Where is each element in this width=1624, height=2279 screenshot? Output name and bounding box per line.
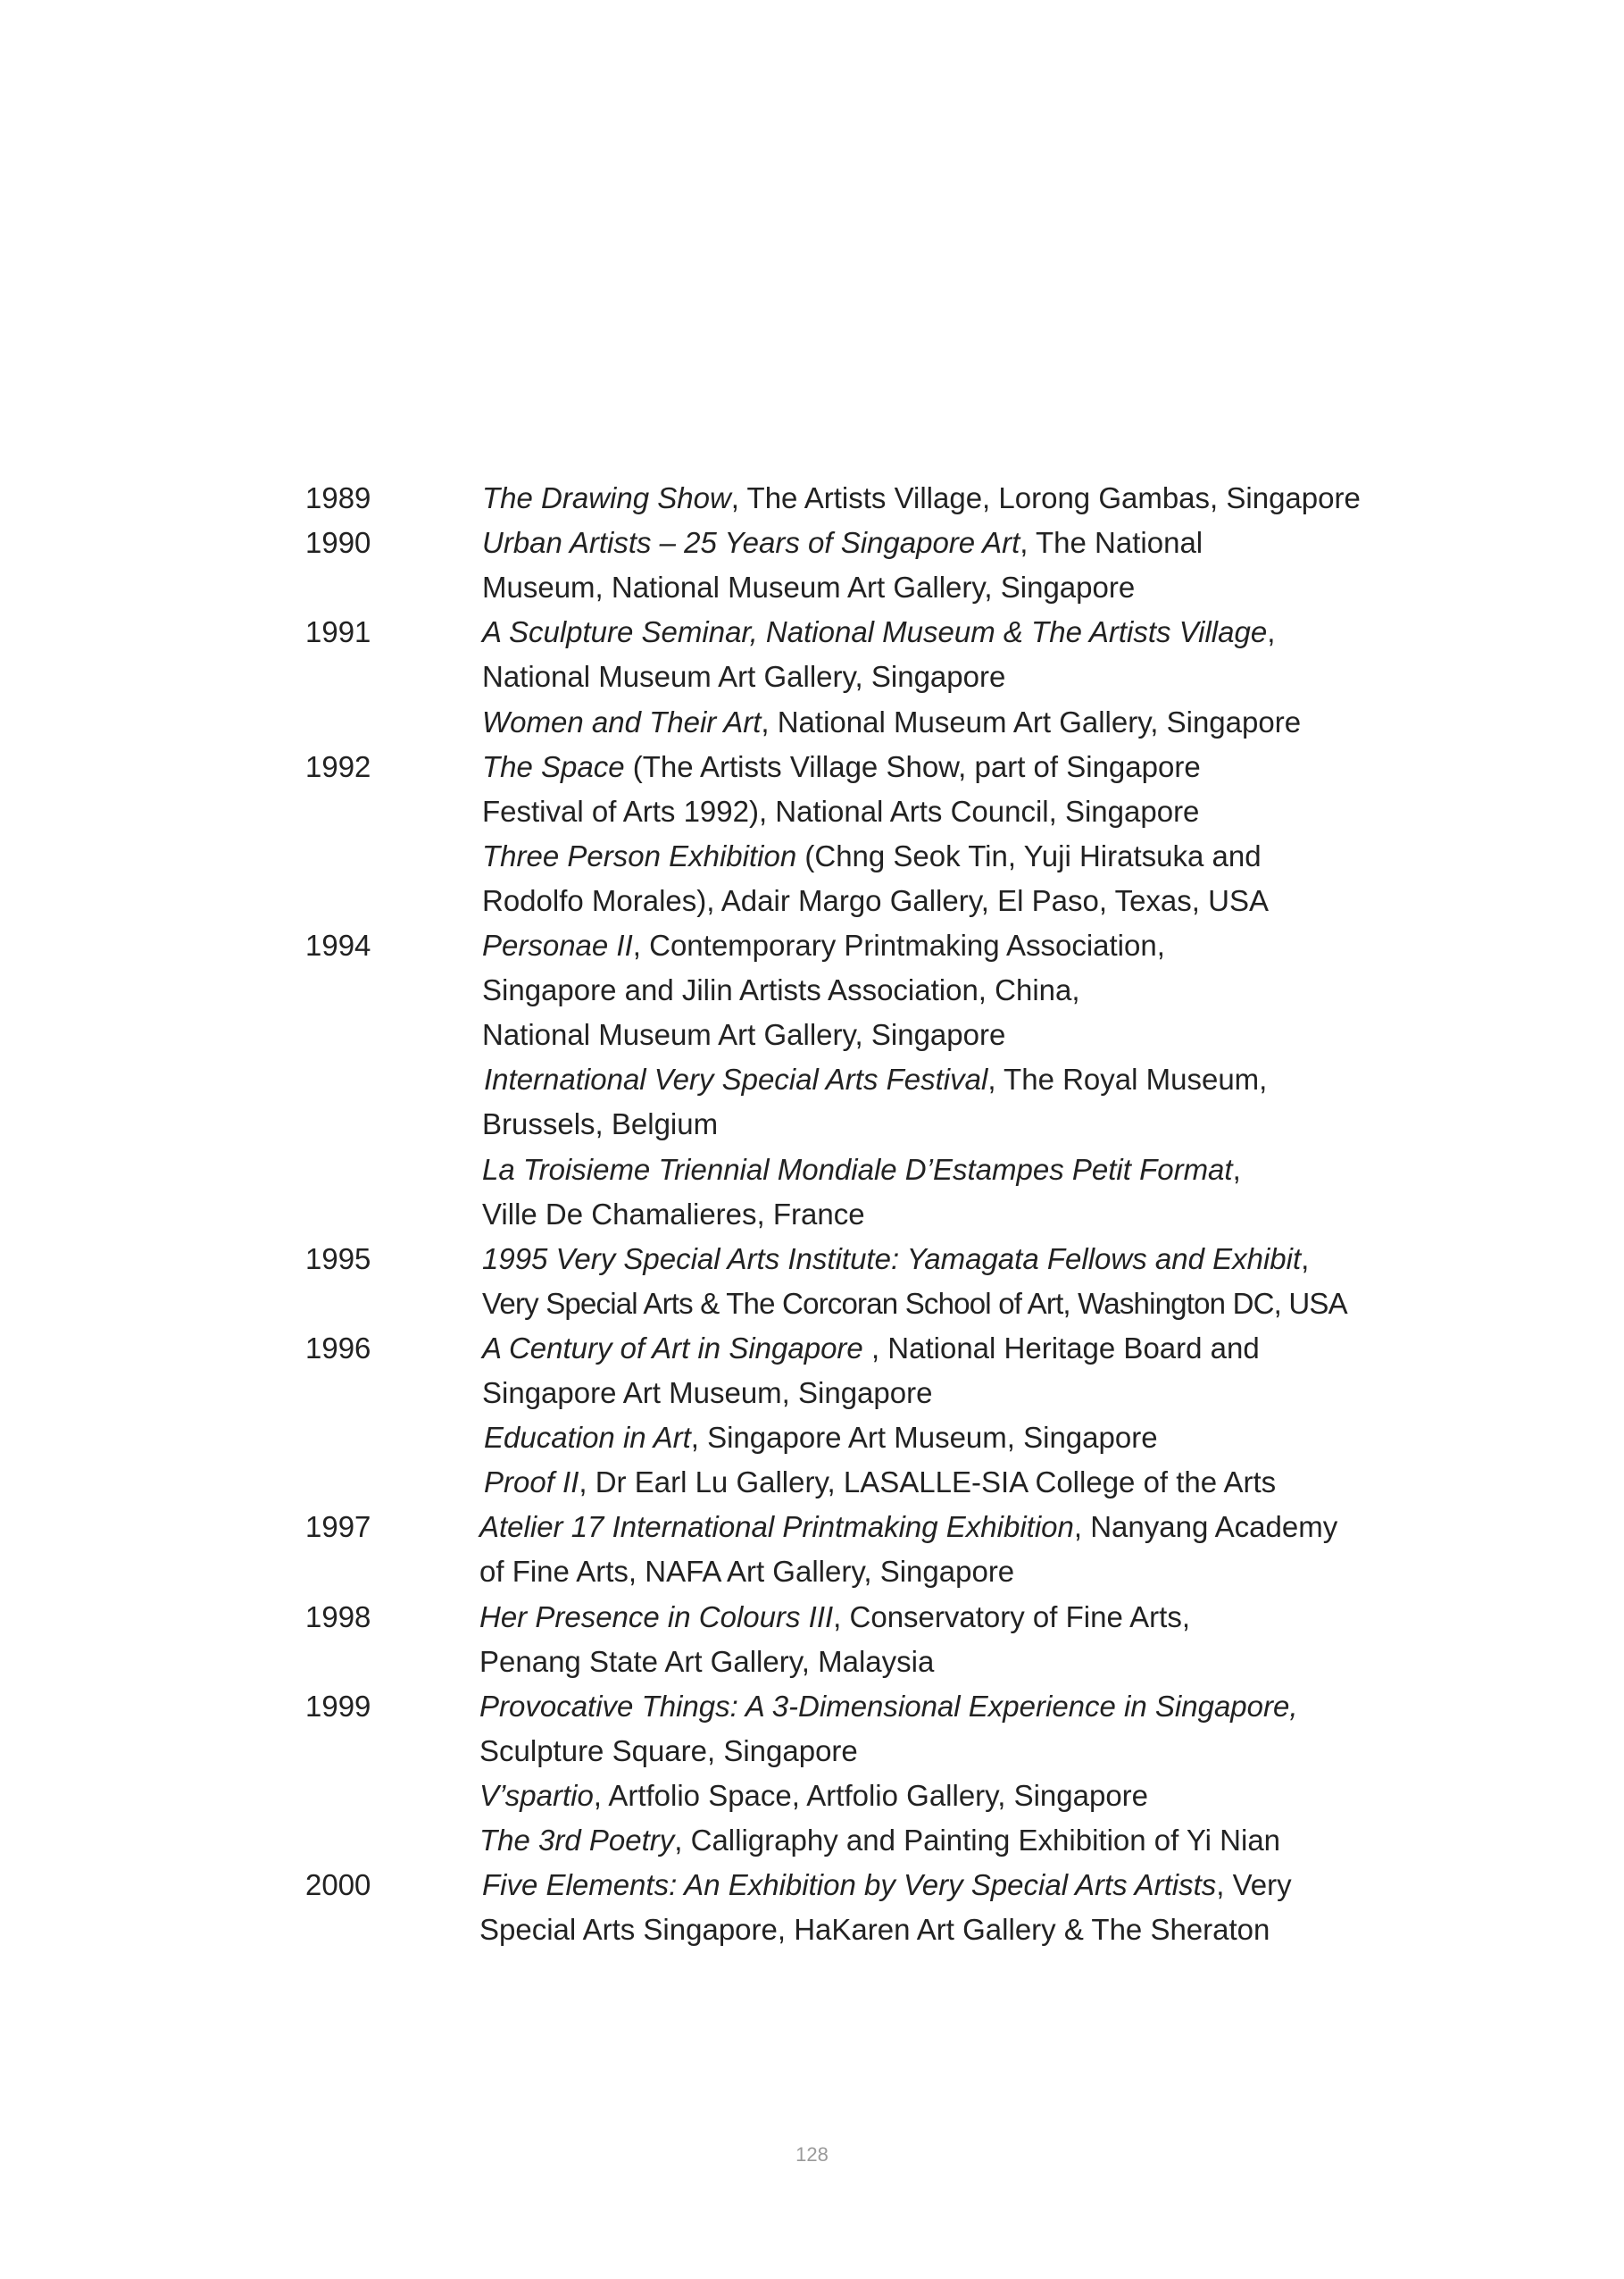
entry-line (0, 1460, 1624, 1505)
entry-line (0, 521, 1624, 565)
entry-line (0, 1326, 1624, 1371)
entry-text (482, 1326, 1260, 1371)
entry-line (0, 655, 1624, 699)
exhibition-details: Museum, National Museum Art Gallery, Singapore (482, 571, 1136, 605)
entry-line (0, 1640, 1624, 1684)
entry-year: 1992 (305, 749, 371, 783)
exhibition-details: (Chng Seok Tin, Yuji Hiratsuka and (796, 839, 1262, 872)
entry-text (482, 700, 1301, 745)
entry-line (0, 1818, 1624, 1863)
entry-line (0, 745, 1624, 789)
entry-text (482, 968, 1080, 1013)
exhibition-details: , (1232, 1152, 1241, 1186)
exhibition-details: Sculpture Square, Singapore (479, 1733, 858, 1767)
entry-line (0, 1505, 1624, 1549)
entry-line (0, 789, 1624, 834)
entry-text (482, 1371, 932, 1415)
entry-year: 1995 (305, 1241, 371, 1275)
exhibition-details: Penang State Art Gallery, Malaysia (479, 1644, 935, 1678)
entry-line (0, 1102, 1624, 1147)
entry-text (479, 1908, 1270, 1952)
exhibition-details: , National Heritage Board and (862, 1331, 1260, 1365)
entry-year: 1996 (305, 1331, 371, 1365)
entry-line (0, 476, 1624, 521)
exhibition-title: Her Presence in Colours III (479, 1599, 834, 1633)
entry-line (0, 1729, 1624, 1774)
entry-text (482, 610, 1275, 655)
entry-text (484, 1057, 1267, 1102)
exhibition-title: 1995 Very Special Arts Institute: Yamagata Fellows and Exhibit (482, 1241, 1302, 1275)
entry-text (482, 1148, 1241, 1192)
exhibition-title: International Very Special Arts Festival (484, 1063, 988, 1097)
entry-text (482, 745, 1201, 789)
entry-line (0, 1863, 1624, 1908)
entry-text (482, 789, 1199, 834)
exhibition-details: , (1301, 1241, 1310, 1275)
entry-line (0, 968, 1624, 1013)
entry-text (479, 1684, 1298, 1729)
exhibition-details: , Singapore Art Museum, Singapore (690, 1421, 1158, 1455)
entry-text (482, 565, 1135, 610)
exhibition-title: A Sculpture Seminar, National Museum & The Artists Village (482, 615, 1268, 649)
entry-text (484, 1460, 1276, 1505)
exhibition-title: Atelier 17 International Printmaking Exhibition (479, 1510, 1074, 1544)
entry-text (482, 1237, 1309, 1281)
exhibition-title: Personae II (482, 929, 633, 962)
exhibition-details: , (1267, 615, 1276, 649)
entry-line (0, 1908, 1624, 1952)
entry-line (0, 565, 1624, 610)
exhibition-details: National Museum Art Gallery, Singapore (482, 660, 1006, 694)
entry-line (0, 610, 1624, 655)
entry-text (479, 1505, 1337, 1549)
entry-text (479, 1729, 858, 1774)
entry-line (0, 1371, 1624, 1415)
entry-year: 1994 (305, 929, 371, 962)
entry-line (0, 1237, 1624, 1281)
entry-text (482, 1192, 865, 1237)
entry-line (0, 1549, 1624, 1594)
entry-line (0, 1192, 1624, 1237)
exhibition-title: Provocative Things: A 3-Dimensional Experience in Singapore, (479, 1689, 1298, 1723)
entry-text (479, 1774, 1148, 1818)
entry-text (484, 1415, 1158, 1460)
entry-year: 1989 (305, 481, 371, 514)
exhibition-details: Festival of Arts 1992), National Arts Council, Singapore (482, 794, 1200, 828)
exhibition-details: , The National (1020, 526, 1203, 560)
exhibition-details: , Dr Earl Lu Gallery, LASALLE-SIA College of the Arts (579, 1465, 1277, 1499)
entry-line (0, 1684, 1624, 1729)
entry-year: 1999 (305, 1689, 371, 1723)
exhibition-title: V’spartio (479, 1778, 594, 1812)
entry-line (0, 700, 1624, 745)
entry-year: 1991 (305, 615, 371, 649)
exhibition-details: , Contemporary Printmaking Association, (632, 929, 1165, 962)
entry-text (482, 1281, 1347, 1326)
entry-text (479, 1640, 934, 1684)
exhibition-details: Singapore and Jilin Artists Association, China, (482, 973, 1080, 1007)
exhibition-details: , National Museum Art Gallery, Singapore (761, 705, 1302, 739)
entry-text (479, 1549, 1014, 1594)
exhibition-details: Rodolfo Morales), Adair Margo Gallery, El Paso, Texas, USA (482, 883, 1269, 917)
exhibition-details: , Nanyang Academy (1073, 1510, 1338, 1544)
entry-line (0, 1281, 1624, 1326)
exhibition-details: Very Special Arts & The Corcoran School of Art, Washington DC, USA (482, 1286, 1347, 1320)
exhibition-title: Urban Artists – 25 Years of Singapore Art (482, 526, 1020, 560)
exhibition-details: , The Royal Museum, (987, 1063, 1268, 1097)
exhibition-title: A Century of Art in Singapore (482, 1331, 863, 1365)
exhibition-details: Brussels, Belgium (482, 1107, 719, 1141)
exhibition-title: Women and Their Art (482, 705, 762, 739)
exhibition-title: The Drawing Show (482, 481, 731, 514)
exhibition-details: , Conservatory of Fine Arts, (833, 1599, 1190, 1633)
exhibition-details: Special Arts Singapore, HaKaren Art Gallery & The Sheraton (479, 1913, 1270, 1947)
entry-text (482, 655, 1005, 699)
entry-year: 2000 (305, 1868, 371, 1902)
exhibition-title: Proof II (484, 1465, 579, 1499)
exhibition-details: , Artfolio Space, Artfolio Gallery, Singapore (593, 1778, 1149, 1812)
exhibition-title: The Space (482, 749, 625, 783)
entry-text (479, 1818, 1280, 1863)
exhibition-details: , The Artists Village, Lorong Gambas, Singapore (730, 481, 1361, 514)
exhibition-title: Three Person Exhibition (482, 839, 797, 872)
exhibition-title: La Troisieme Triennial Mondiale D’Estampes Petit Format (482, 1152, 1233, 1186)
exhibition-details: (The Artists Village Show, part of Singapore (624, 749, 1201, 783)
entry-text (482, 834, 1262, 879)
exhibition-details: Singapore Art Museum, Singapore (482, 1376, 933, 1409)
entry-year: 1997 (305, 1510, 371, 1544)
page-number: 128 (795, 2143, 829, 2166)
entry-line (0, 1057, 1624, 1102)
entry-text (482, 879, 1269, 923)
entry-line (0, 1774, 1624, 1818)
entry-text (482, 1102, 718, 1147)
entry-line (0, 1415, 1624, 1460)
exhibition-title: The 3rd Poetry (479, 1824, 675, 1857)
entry-text (482, 1863, 1292, 1908)
entry-line (0, 834, 1624, 879)
entry-line (0, 1595, 1624, 1640)
exhibition-details: Ville De Chamalieres, France (482, 1197, 865, 1231)
exhibition-details: of Fine Arts, NAFA Art Gallery, Singapore (479, 1555, 1015, 1589)
entry-line (0, 879, 1624, 923)
entry-line (0, 923, 1624, 968)
exhibition-title: Education in Art (484, 1421, 691, 1455)
exhibition-details: National Museum Art Gallery, Singapore (482, 1018, 1006, 1052)
entry-text (482, 521, 1203, 565)
entry-year: 1990 (305, 526, 371, 560)
entry-line (0, 1148, 1624, 1192)
entry-text (482, 1013, 1005, 1057)
entry-text (479, 1595, 1190, 1640)
exhibition-title: Five Elements: An Exhibition by Very Special Arts Artists (482, 1868, 1217, 1902)
entry-text (482, 923, 1165, 968)
exhibition-details: , Calligraphy and Painting Exhibition of Yi Nian (674, 1824, 1281, 1857)
exhibition-details: , Very (1216, 1868, 1292, 1902)
entry-text (482, 476, 1361, 521)
entry-line (0, 1013, 1624, 1057)
entry-year: 1998 (305, 1599, 371, 1633)
